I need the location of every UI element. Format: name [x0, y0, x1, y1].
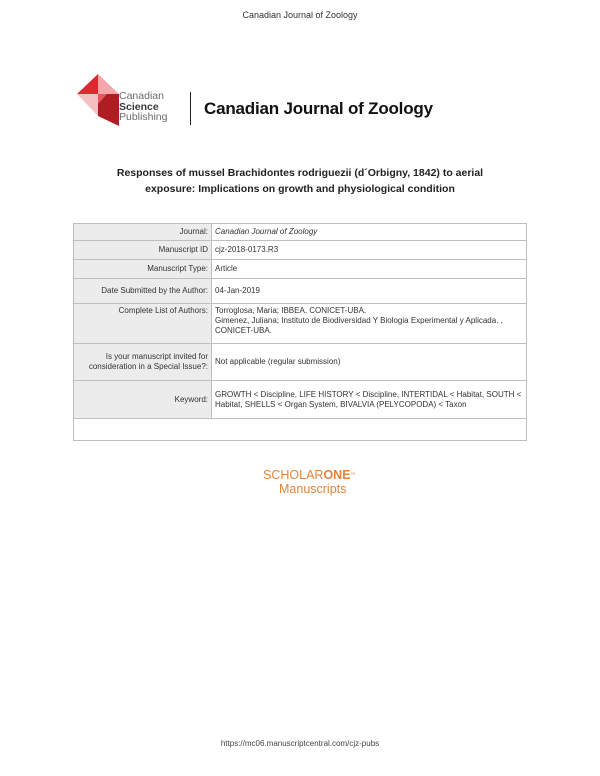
scholarone-logo	[263, 468, 356, 496]
manuscript-type-value: Article	[212, 260, 527, 279]
manuscript-metadata-table	[73, 223, 527, 441]
table-row	[74, 381, 527, 419]
running-header: Canadian Journal of Zoology	[242, 10, 358, 20]
special-issue-label: Is your manuscript invited for consideration in a Special Issue?:	[74, 344, 212, 381]
article-title: Responses of mussel Brachidontes rodriguezii (d´Orbigny, 1842) to aerial exposure: Implications on growth and physiological condition	[116, 167, 484, 195]
author-1: Torroglosa, Maria; IBBEA. CONICET-UBA.	[215, 306, 367, 315]
date-submitted-value: 04-Jan-2019	[212, 279, 527, 304]
keyword-label: Keyword:	[74, 381, 212, 419]
trademark-symbol: ™	[350, 472, 356, 478]
footer-url: https://mc06.manuscriptcentral.com/cjz-pubs	[220, 739, 380, 748]
table-row	[74, 279, 527, 304]
table-row	[74, 304, 527, 344]
scholar-text: SCHOLAR	[263, 468, 324, 482]
table-row	[74, 224, 527, 241]
manuscripts-text: Manuscripts	[279, 482, 347, 496]
publisher-logo-text	[119, 91, 167, 123]
journal-name: Canadian Journal of Zoology	[204, 99, 433, 118]
manuscript-id-label: Manuscript ID	[74, 241, 212, 260]
logo-divider	[190, 92, 191, 125]
logo-line-3: Publishing	[119, 111, 168, 123]
date-submitted-label: Date Submitted by the Author:	[74, 279, 212, 304]
authors-label: Complete List of Authors:	[74, 304, 212, 344]
logo-line-2: Science	[119, 100, 159, 113]
keyword-value: GROWTH < Discipline, LIFE HISTORY < Discipline, INTERTIDAL < Habitat, SOUTH < Habitat, SHELLS < Organ System, BIVALVIA (PELYCOPODA) < Taxon	[212, 381, 527, 419]
manuscript-type-label: Manuscript Type:	[74, 260, 212, 279]
authors-value	[212, 304, 527, 344]
empty-row	[74, 419, 527, 441]
table-row	[74, 260, 527, 279]
journal-label: Journal:	[74, 224, 212, 241]
author-2: Gimenez, Juliana; Instituto de Biodiversidad Y Biologia Experimental y Aplicada. , CONICET-UBA.	[215, 316, 503, 335]
manuscript-id-value: cjz-2018-0173.R3	[212, 241, 527, 260]
table-row	[74, 241, 527, 260]
one-text: ONE	[323, 468, 351, 482]
table-row	[74, 419, 527, 441]
csp-logo-icon	[77, 74, 119, 126]
special-issue-value: Not applicable (regular submission)	[212, 344, 527, 381]
logo-line-1: Canadian	[119, 90, 164, 102]
table-row	[74, 344, 527, 381]
journal-value: Canadian Journal of Zoology	[212, 224, 527, 241]
